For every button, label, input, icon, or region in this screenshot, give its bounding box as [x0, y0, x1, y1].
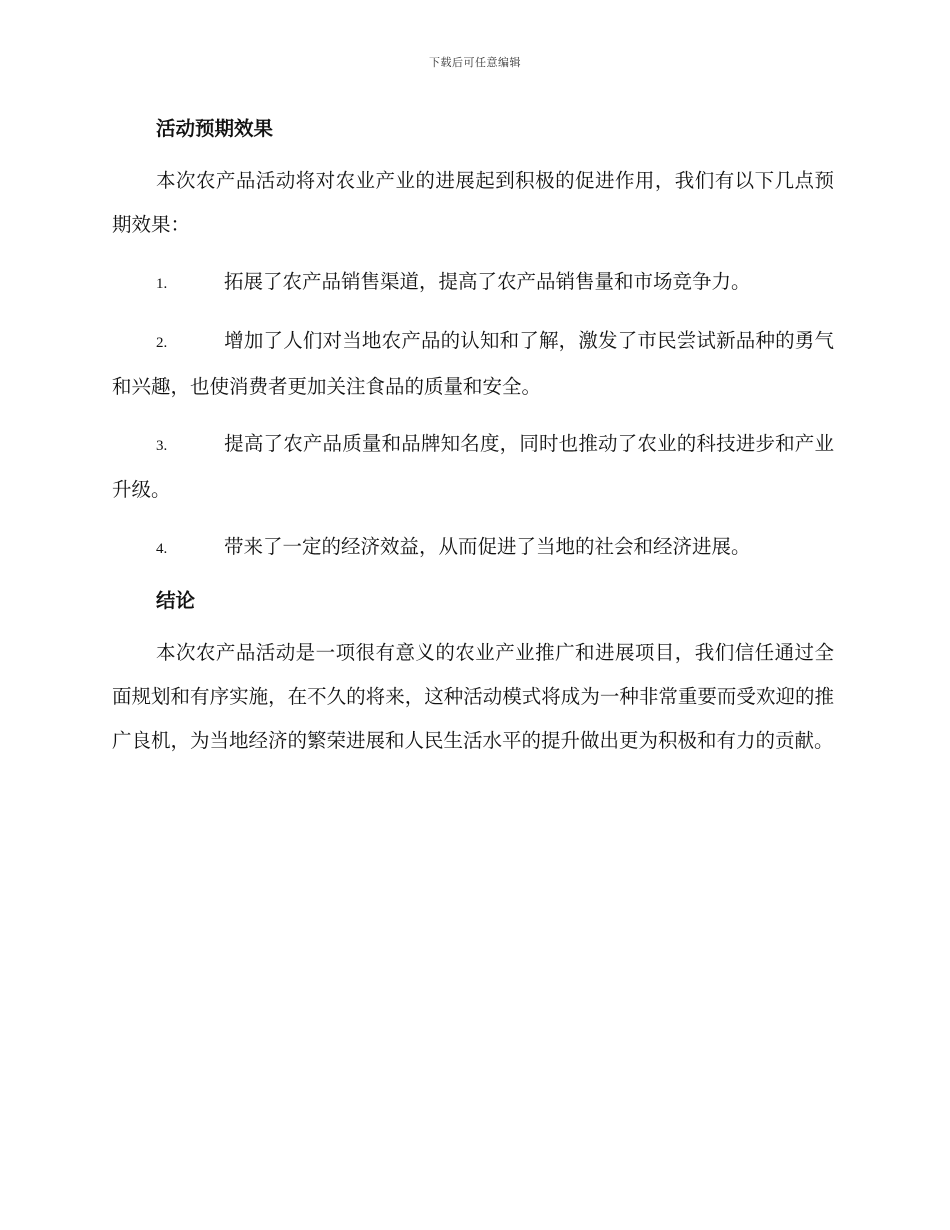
- list-item-text: 带来了一定的经济效益，从而促进了当地的社会和经济进展。: [224, 535, 751, 558]
- list-item: [112, 319, 834, 409]
- list-item-number: 4.: [156, 541, 168, 557]
- list-item-text: 增加了人们对当地农产品的认知和了解，激发了市民尝试新品种的勇气和兴趣，也使消费者更加关注食品的质量和安全。: [112, 329, 834, 398]
- list-item-text: 提高了农产品质量和品牌知名度，同时也推动了农业的科技进步和产业升级。: [112, 432, 834, 501]
- page-header-note: 下载后可任意编辑: [429, 56, 521, 69]
- list-item-text: 拓展了农产品销售渠道，提高了农产品销售量和市场竞争力。: [224, 270, 751, 293]
- document-body: [112, 112, 834, 776]
- list-item: [112, 260, 834, 306]
- list-item: [112, 422, 834, 512]
- list-item: [112, 525, 834, 571]
- section-heading-conclusion: 结论: [156, 589, 196, 612]
- list-item-number: 3.: [156, 438, 168, 454]
- conclusion-paragraph: 本次农产品活动是一项很有意义的农业产业推广和进展项目，我们信任通过全面规划和有序实施，在不久的将来，这种活动模式将成为一种非常重要而受欢迎的推广良机，为当地经济的繁荣进展和人民生活水平的提升做出更为积极和有力的贡献。: [112, 641, 834, 752]
- section-heading-expected-effects: 活动预期效果: [156, 117, 274, 140]
- intro-paragraph: 本次农产品活动将对农业产业的进展起到积极的促进作用，我们有以下几点预期效果：: [112, 169, 834, 236]
- list-item-number: 2.: [156, 335, 168, 351]
- list-item-number: 1.: [156, 276, 168, 292]
